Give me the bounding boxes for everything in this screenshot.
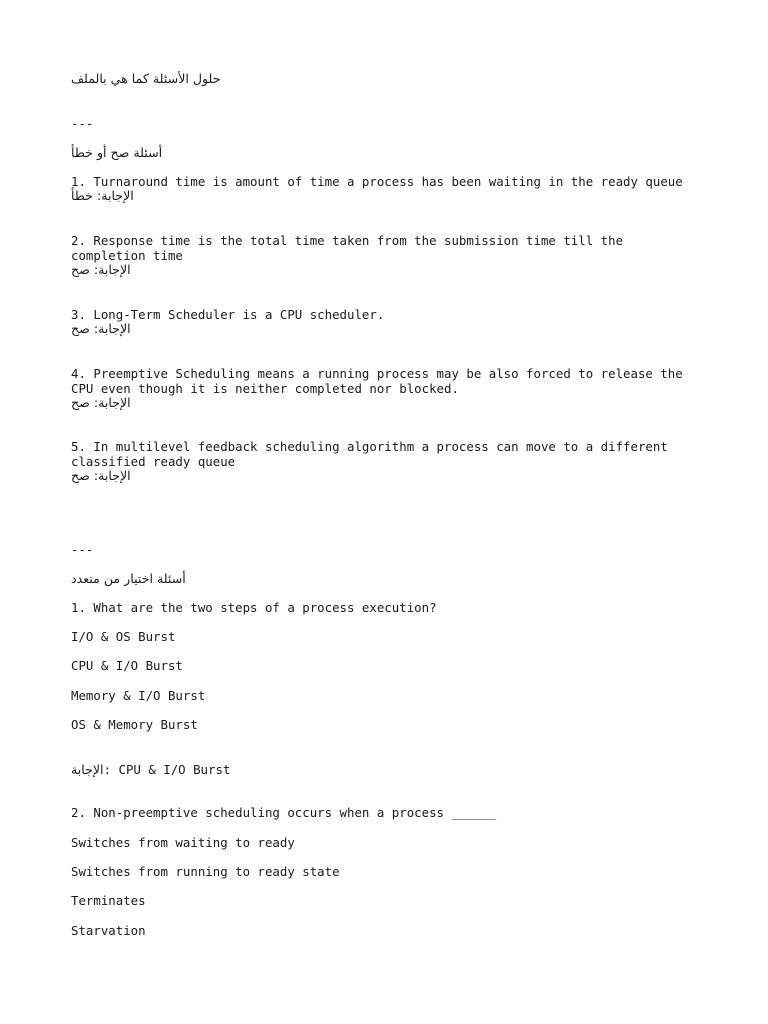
mc-answer-1-value: : CPU & I/O Burst bbox=[103, 762, 231, 777]
mc-section-heading: أسئلة اختيار من متعدد bbox=[71, 571, 186, 586]
mc-q2-option-3: Terminates bbox=[71, 893, 146, 908]
mc-q1-option-4: OS & Memory Burst bbox=[71, 717, 198, 732]
mc-q1-option-2: CPU & I/O Burst bbox=[71, 658, 183, 673]
mc-q1-option-1: I/O & OS Burst bbox=[71, 629, 176, 644]
mc-q1-option-3: Memory & I/O Burst bbox=[71, 688, 206, 703]
tf-question-4: 4. Preemptive Scheduling means a running process may be also forced to release the CPU even though it is neither completed nor blocked. bbox=[71, 366, 683, 396]
mc-q2-option-4: Starvation bbox=[71, 923, 146, 938]
tf-answer-1: الإجابة: خطأ bbox=[71, 188, 134, 203]
tf-question-5: 5. In multilevel feedback scheduling algorithm a process can move to a different classified ready queue bbox=[71, 439, 668, 469]
mc-answer-1 bbox=[71, 763, 230, 778]
tf-question-2: 2. Response time is the total time taken from the submission time till the completion time bbox=[71, 233, 624, 263]
tf-answer-2: الإجابة: صح bbox=[71, 262, 131, 277]
mc-question-2: 2. Non-preemptive scheduling occurs when a process ______ bbox=[71, 805, 497, 820]
mc-answer-1-label: الإجابة bbox=[71, 762, 104, 777]
tf-answer-5: الإجابة: صح bbox=[71, 468, 131, 483]
separator: --- bbox=[71, 116, 94, 131]
mc-q2-option-1: Switches from waiting to ready bbox=[71, 835, 295, 850]
tf-answer-3: الإجابة: صح bbox=[71, 321, 131, 336]
document-title: حلول الأسئلة كما هي بالملف bbox=[71, 71, 221, 86]
mc-q2-option-2: Switches from running to ready state bbox=[71, 864, 340, 879]
tf-question-1: 1. Turnaround time is amount of time a process has been waiting in the ready queue bbox=[71, 174, 683, 189]
mc-question-1: 1. What are the two steps of a process execution? bbox=[71, 600, 437, 615]
tf-question-3: 3. Long-Term Scheduler is a CPU scheduler. bbox=[71, 307, 385, 322]
tf-section-heading: أسئلة صح أو خطأ bbox=[71, 145, 163, 160]
separator: --- bbox=[71, 542, 94, 557]
tf-answer-4: الإجابة: صح bbox=[71, 395, 131, 410]
